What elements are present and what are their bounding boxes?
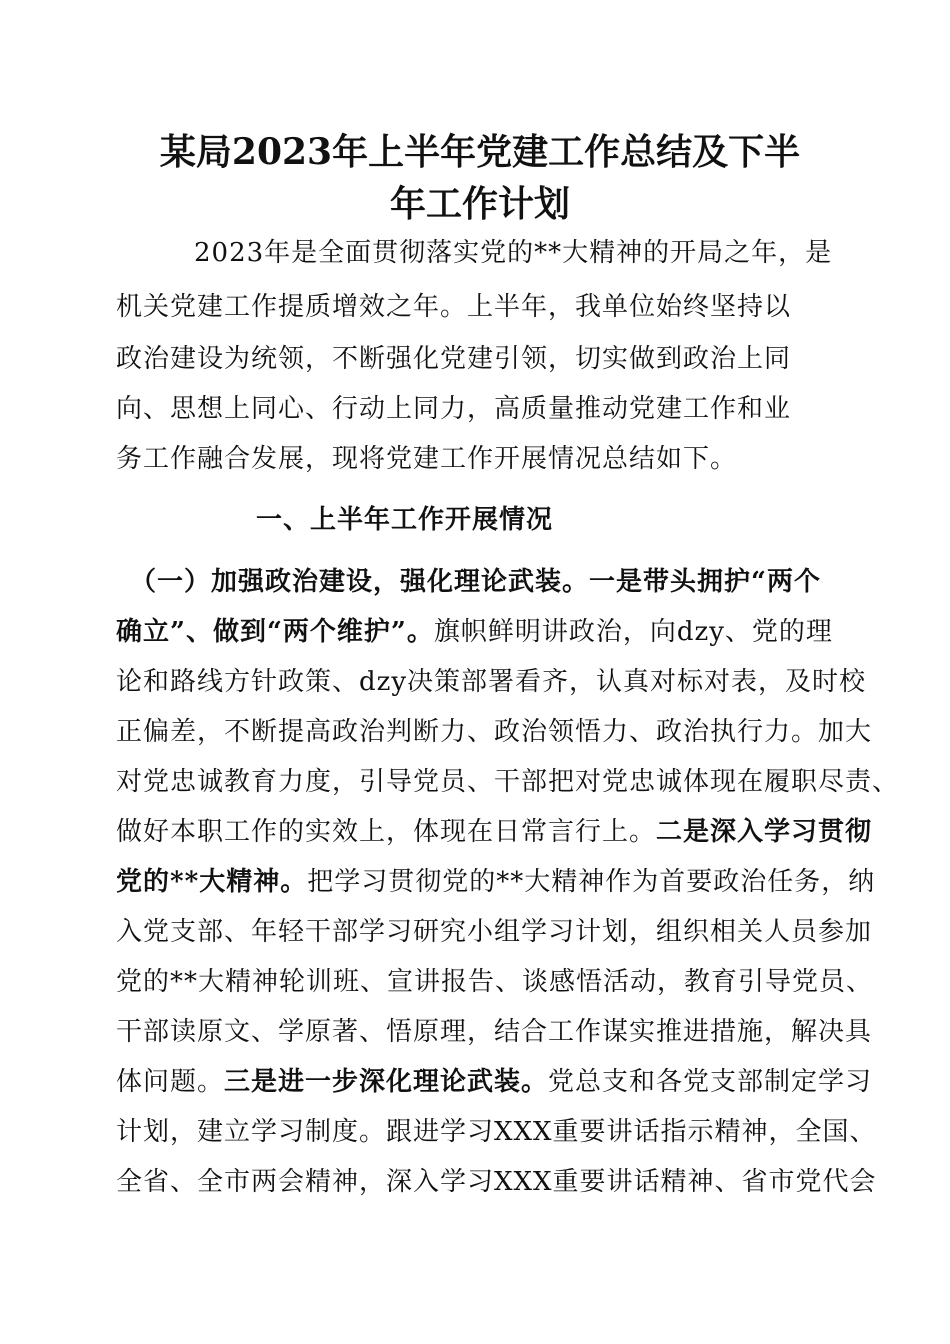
body-line [116,964,874,1000]
text: 机关党建工作提质增效之年。上半年，我单位始终坚持以 [116,292,792,322]
text: 干部读原文、学原著、悟原理，结合工作谋实推进措施，解决具 [116,1017,873,1047]
text: 计划，建立学习制度。跟进学习XXX重要讲话指示精神，全国、 [116,1117,877,1147]
section-heading [256,502,950,538]
text: 旗帜鲜明讲政治，向dzy、党的理 [433,617,833,647]
body-line [116,1114,877,1150]
body-line [116,714,873,750]
text: 全省、全市两会精神，深入学习XXX重要讲话精神、省市党代会 [116,1167,877,1197]
text: 政治建设为统领，不断强化党建引领，切实做到政治上同 [116,344,792,374]
bold-text: 一、上半年工作开展情况 [256,505,554,535]
document-title-line-1: 某局2023年上半年党建工作总结及下半 [159,131,801,173]
text: 向、思想上同心、行动上同力，高质量推动党建工作和业 [116,394,792,424]
body-line [116,1064,873,1100]
bold-text: 党的**大精神。 [116,867,308,897]
body-line [116,764,900,800]
document-title-line-2: 年工作计划 [389,183,570,225]
body-line [130,564,850,600]
body-line [116,664,867,700]
text: 党的**大精神轮训班、宣讲报告、谈感悟活动，教育引导党员、 [116,967,874,997]
bold-text: 确立”、做到“两个维护”。 [116,617,434,647]
text: 体问题。 [116,1067,225,1097]
text: 正偏差，不断提高政治判断力、政治领悟力、政治执行力。加大 [116,717,873,747]
body-line [116,814,873,850]
bold-text: 二是深入学习贯彻 [656,817,873,847]
text: 做好本职工作的实效上，体现在日常言行上。 [116,817,657,847]
body-line [116,1014,873,1050]
body-line [116,614,836,650]
body-line [194,235,914,271]
text: 把学习贯彻党的**大精神作为首要政治任务，纳 [307,867,876,897]
text: 入党支部、年轻干部学习研究小组学习计划，组织相关人员参加 [116,917,873,947]
text: 党总支和各党支部制定学习 [548,1067,873,1097]
body-line [116,914,873,950]
body-line [116,391,836,427]
text: 对党忠诚教育力度，引导党员、干部把对党忠诚体现在履职尽责、 [116,767,900,797]
text: 2023年是全面贯彻落实党的**大精神的开局之年，是 [194,238,833,268]
text: 论和路线方针政策、dzy决策部署看齐，认真对标对表，及时校 [116,667,867,697]
body-line [116,441,836,477]
body-line [116,864,876,900]
bold-text: 三是进一步深化理论武装。 [224,1067,549,1097]
body-line [116,341,836,377]
body-line [116,289,836,325]
text: 务工作融合发展，现将党建工作开展情况总结如下。 [116,444,738,474]
body-line [116,1164,877,1200]
bold-text: （一）加强政治建设，强化理论武装。一是带头拥护“两个 [130,567,821,597]
